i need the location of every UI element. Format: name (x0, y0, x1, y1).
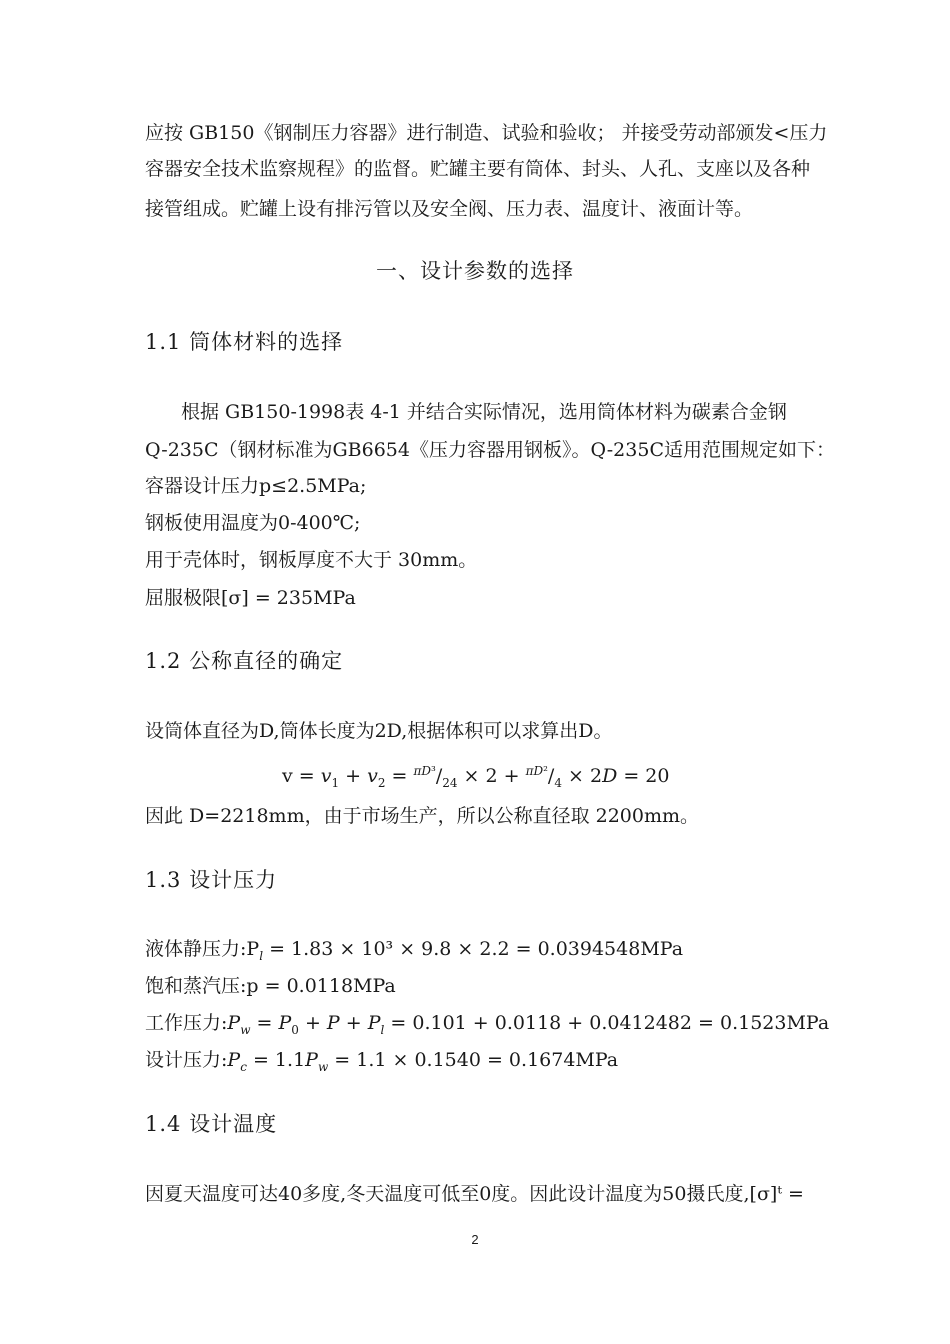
paragraph-1-2-line-1: 设筒体直径为D,筒体长度为2D,根据体积可以求算出D。 (145, 720, 613, 742)
work-pressure-formula: = 0.101 + 0.0118 + 0.0412482 = 0.1523 (390, 1012, 787, 1034)
liquid-pressure-unit: MPa (640, 938, 684, 960)
intro-line-2: 容器安全技术监察规程》的监督。贮罐主要有筒体、封头、人孔、支座以及各种 (145, 158, 811, 180)
work-pressure-unit: MPa (786, 1012, 830, 1034)
design-pressure-label: 设计压力: (145, 1049, 228, 1071)
heading-1-4: 1.4 设计温度 (145, 1112, 278, 1136)
yield-formula: [σ] = 235MPa (221, 587, 356, 609)
temperature-text: 因夏天温度可达40多度,冬天温度可低至0度。因此设计温度为50摄氏度, (145, 1183, 750, 1205)
vapor-pressure-label: 饱和蒸汽压: (145, 975, 247, 997)
liquid-pressure-formula: = 1.83 × 10³ × 9.8 × 2.2 = 0.0394548 (269, 938, 641, 960)
page-number: 2 (471, 1232, 479, 1247)
volume-formula: $v = v_1 + v_2 = ^{\pi D^3}/_{24} \times 2 + ^{\pi D^2}/_4 \times 2D = 20$ (282, 764, 670, 790)
paragraph-1-1-line-4: 钢板使用温度为0-400℃; (145, 512, 361, 534)
work-pressure-line: 工作压力$:P_w = P_0 + P + P_l = 0.101 + 0.0118 + 0.0412482 = 0.1523MPa$ (145, 1012, 830, 1037)
design-pressure-formula: = 1.1 × 0.1540 = 0.1674MPa (334, 1049, 619, 1071)
heading-1-3: 1.3 设计压力 (145, 868, 278, 892)
section-title: 一、设计参数的选择 (376, 259, 574, 283)
yield-label: 屈服极限 (145, 587, 222, 609)
heading-1-2: 1.2 公称直径的确定 (145, 649, 344, 673)
volume-result: = 20 (623, 765, 670, 787)
design-pressure-line: 设计压力$:P_c = 1.1P_w = 1.1 \times 0.1540 = 0.1674MPa$ (145, 1049, 619, 1074)
vapor-pressure-formula: p = 0.0118MPa (246, 975, 396, 997)
work-pressure-label: 工作压力: (145, 1012, 228, 1034)
paragraph-1-4-line-1 (145, 1180, 804, 1208)
vapor-pressure-line (145, 972, 396, 1000)
paragraph-1-1-line-2: Q-235C（钢材标准为GB6654《压力容器用钢板》。Q-235C适用范围规定如下： (145, 439, 835, 461)
liquid-pressure-label: 液体静压力: (145, 938, 247, 960)
allowable-stress-formula: [σ]ᵗ = (749, 1183, 804, 1205)
paragraph-1-1-line-1: 根据 GB150-1998表 4-1 并结合实际情况，选用筒体材料为碳素合金钢 (181, 401, 787, 423)
paragraph-1-2-line-2: 因此 D=2218mm，由于市场生产，所以公称直径取 2200mm。 (145, 805, 700, 827)
intro-line-1: 应按 GB150《钢制压力容器》进行制造、试验和验收； 并接受劳动部颁发<压力 (145, 122, 828, 144)
liquid-pressure-line: 液体静压力$:P_l = 1.83 \times 10^3 \times 9.8 \times 2.2 = 0.0394548MPa$ (145, 938, 684, 963)
paragraph-1-1-line-3: 容器设计压力p≤2.5MPa; (145, 475, 367, 497)
paragraph-1-1-line-5: 用于壳体时，钢板厚度不大于 30mm。 (145, 549, 478, 571)
paragraph-1-1-line-6 (145, 584, 356, 612)
intro-line-3: 接管组成。贮罐上设有排污管以及安全阀、压力表、温度计、液面计等。 (145, 198, 754, 220)
heading-1-1: 1.1 筒体材料的选择 (145, 330, 344, 354)
